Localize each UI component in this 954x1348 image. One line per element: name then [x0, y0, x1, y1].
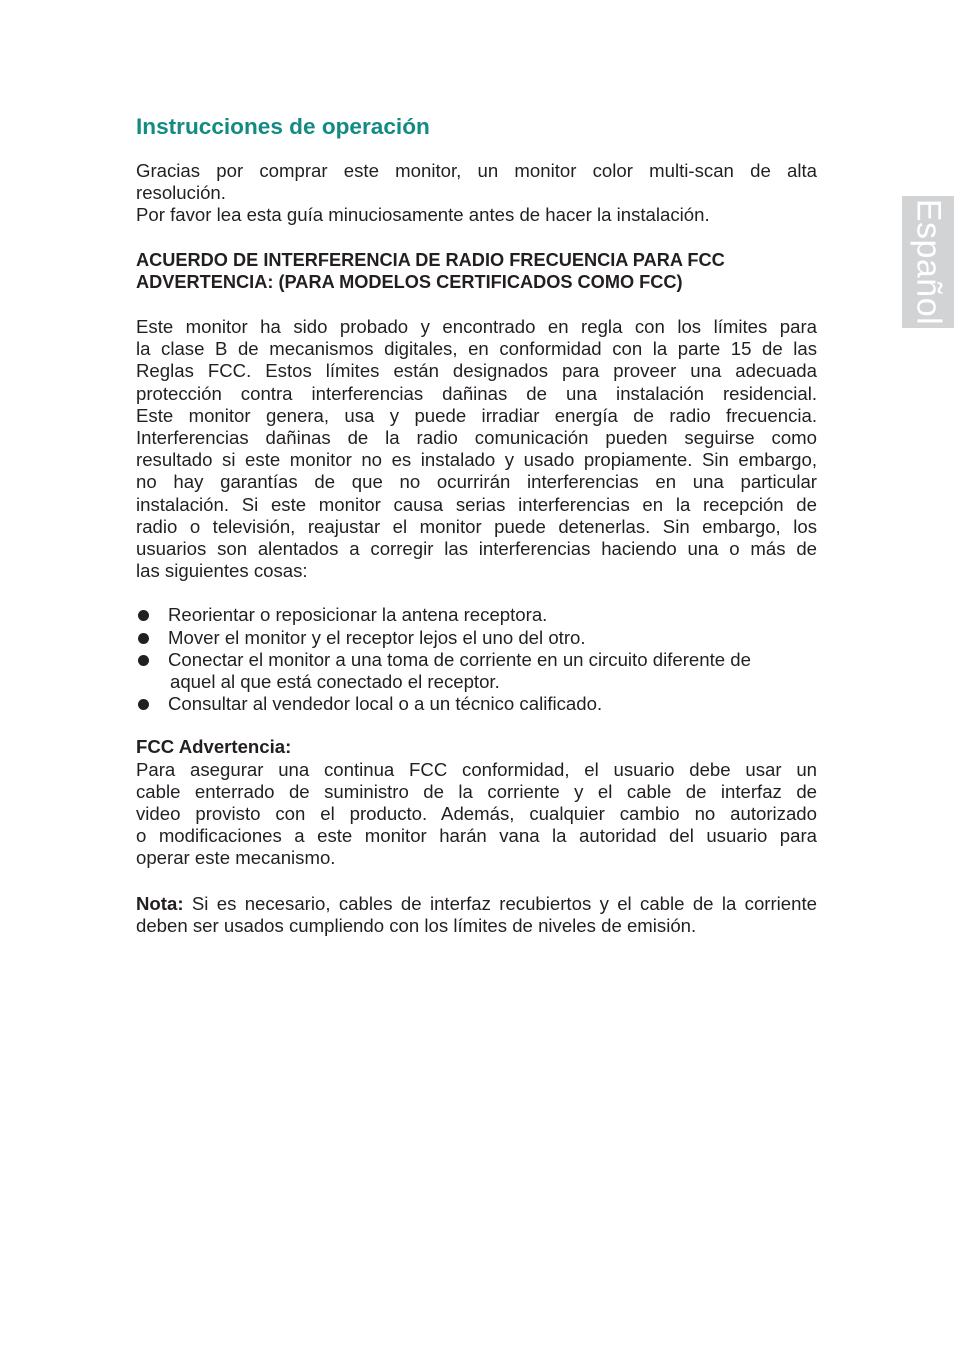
list-item-text: Conectar el monitor a una toma de corriente en un circuito diferente de — [168, 648, 751, 670]
fcc-body-line: la clase B de mecanismos digitales, en conformidad con la parte 15 de las — [136, 338, 817, 360]
list-item — [136, 627, 817, 649]
remedy-list — [136, 604, 817, 715]
fcc-body-line: protección contra interferencias dañinas de una instalación residencial. — [136, 382, 817, 404]
fcc-body-line: Reglas FCC. Estos límites están designados para proveer una adecuada — [136, 360, 817, 382]
fcc-body-line: Interferencias dañinas de la radio comunicación pueden seguirse como — [136, 427, 817, 449]
list-item-text: Reorientar o reposicionar la antena receptora. — [168, 604, 548, 626]
fcc-body-line: no hay garantías de que no ocurrirán interferencias en una particular — [136, 471, 817, 493]
fcc-title-line-2: ADVERTENCIA: (PARA MODELOS CERTIFICADOS COMO FCC) — [136, 271, 683, 292]
fcc-title-line-1: ACUERDO DE INTERFERENCIA DE RADIO FRECUENCIA PARA FCC — [136, 249, 725, 270]
page-title: Instrucciones de operación — [136, 114, 430, 139]
fcc-body-line: usuarios son alentados a corregir las interferencias haciendo una o más de — [136, 538, 817, 560]
intro-line-3: Por favor lea esta guía minuciosamente antes de hacer la instalación. — [136, 204, 710, 226]
fcc-warning-section — [136, 736, 817, 869]
intro-line-2: resolución. — [136, 182, 226, 204]
fcc-warning-line: cable enterrado de suministro de la corriente y el cable de interfaz de — [136, 780, 817, 802]
bullet-dot-icon — [138, 633, 149, 644]
bullet-dot-icon — [138, 699, 149, 710]
list-item-text-continued: aquel al que está conectado el receptor. — [170, 671, 500, 693]
fcc-body-line: las siguientes cosas: — [136, 560, 308, 582]
intro-paragraph — [136, 160, 817, 227]
list-item — [136, 693, 817, 715]
fcc-body-line: instalación. Si este monitor causa serias interferencias en la recepción de — [136, 493, 817, 515]
note-label: Nota: — [136, 892, 184, 914]
note-paragraph — [136, 893, 817, 937]
language-tab-label: Español — [909, 198, 948, 326]
fcc-warning-line: Para asegurar una continua FCC conformidad, el usuario debe usar un — [136, 758, 817, 780]
fcc-warning-title: FCC Advertencia: — [136, 736, 292, 758]
fcc-body-paragraph — [136, 316, 817, 582]
intro-line-1: Gracias por comprar este monitor, un monitor color multi-scan de alta — [136, 160, 817, 181]
list-item-text: Mover el monitor y el receptor lejos el uno del otro. — [168, 626, 586, 648]
bullet-dot-icon — [138, 655, 149, 666]
list-item — [136, 649, 817, 693]
fcc-agreement-title — [136, 249, 817, 293]
fcc-warning-line: o modificaciones a este monitor harán vana la autoridad del usuario para — [136, 825, 817, 847]
bullet-dot-icon — [138, 610, 149, 621]
fcc-body-line: Este monitor genera, usa y puede irradiar energía de radio frecuencia. — [136, 404, 817, 426]
fcc-body-line: radio o televisión, reajustar el monitor puede detenerlas. Sin embargo, los — [136, 515, 817, 537]
fcc-warning-line: video provisto con el producto. Además, cualquier cambio no autorizado — [136, 803, 817, 825]
note-line-1 — [136, 893, 817, 915]
list-item-text: Consultar al vendedor local o a un técnico calificado. — [168, 693, 603, 715]
fcc-body-line: Este monitor ha sido probado y encontrado en regla con los límites para — [136, 316, 817, 338]
document-page — [136, 112, 817, 937]
fcc-body-line: resultado si este monitor no es instalado y usado propiamente. Sin embargo, — [136, 449, 817, 471]
note-text: Si es necesario, cables de interfaz recubiertos y el cable de la corriente — [183, 892, 817, 914]
note-line-2: deben ser usados cumpliendo con los límites de niveles de emisión. — [136, 914, 697, 936]
fcc-warning-line: operar este mecanismo. — [136, 847, 336, 869]
language-tab — [902, 196, 954, 328]
list-item — [136, 604, 817, 626]
